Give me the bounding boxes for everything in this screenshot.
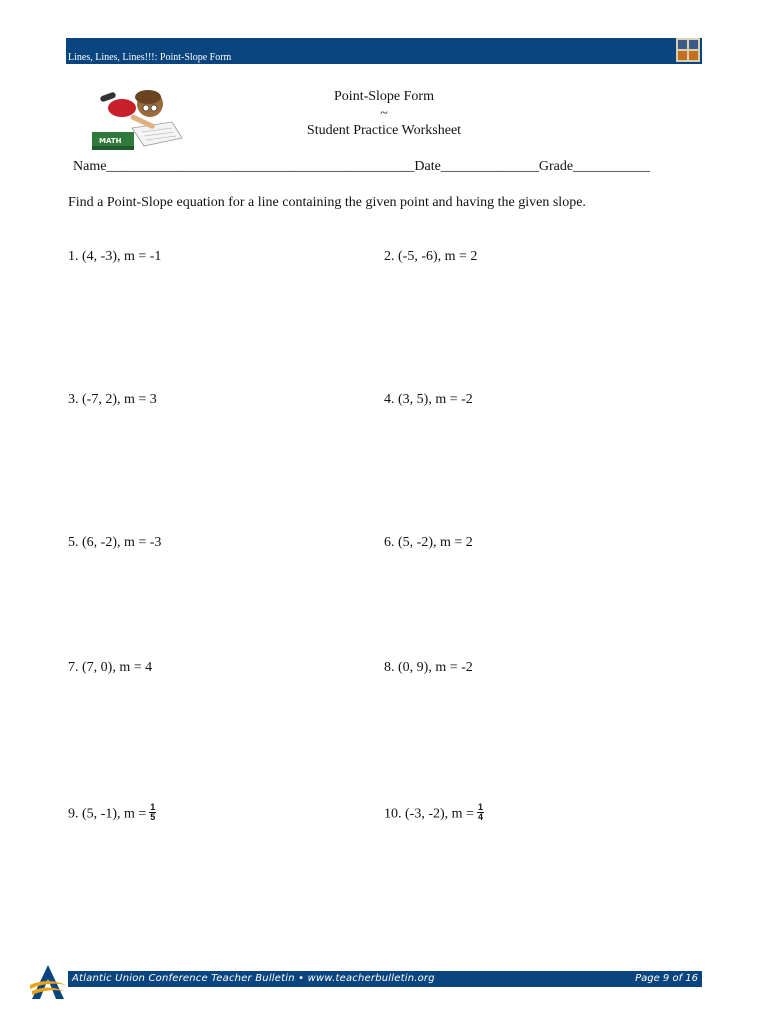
problem-1: 1. (4, -3), m = -1 (68, 249, 162, 264)
problem-9 (68, 802, 156, 824)
problem-8: 8. (0, 9), m = -2 (384, 660, 473, 675)
header-bar (66, 38, 702, 64)
problem-9-fraction (149, 803, 156, 822)
name-date-grade-line: Name____________________________________________Date______________Grade___________ (73, 159, 651, 174)
title-separator: ~ (380, 106, 388, 121)
window-icon (676, 38, 700, 62)
header-title: Lines, Lines, Lines!!!: Point-Slope Form (68, 52, 232, 63)
problem-9-denominator: 5 (150, 812, 156, 822)
problem-7: 7. (7, 0), m = 4 (68, 660, 153, 675)
footer-text: Atlantic Union Conference Teacher Bulletin • www.teacherbulletin.org (72, 973, 435, 984)
math-book-label: MATH (99, 137, 122, 145)
problem-5: 5. (6, -2), m = -3 (68, 535, 162, 550)
problem-10-denominator: 4 (477, 812, 483, 822)
footer-bar (68, 971, 702, 987)
student-reading-illustration (92, 80, 192, 154)
instructions: Find a Point-Slope equation for a line containing the given point and having the given slope. (68, 195, 586, 210)
problem-3: 3. (-7, 2), m = 3 (68, 392, 157, 407)
problem-10-text: 10. (-3, -2), m = (384, 806, 474, 822)
problem-10 (384, 802, 484, 824)
problem-4: 4. (3, 5), m = -2 (384, 392, 473, 407)
atlantic-union-logo-icon (28, 963, 68, 1001)
title-block (280, 88, 488, 139)
problem-10-fraction (477, 803, 484, 822)
problem-9-text: 9. (5, -1), m = (68, 806, 147, 822)
problem-9-numerator: 1 (150, 802, 156, 812)
worksheet-title: Point-Slope Form (334, 89, 434, 104)
problem-6: 6. (5, -2), m = 2 (384, 535, 473, 550)
page-number: Page 9 of 16 (635, 973, 698, 984)
problem-2: 2. (-5, -6), m = 2 (384, 249, 478, 264)
problem-10-numerator: 1 (477, 802, 483, 812)
worksheet-subtitle: Student Practice Worksheet (306, 123, 462, 138)
